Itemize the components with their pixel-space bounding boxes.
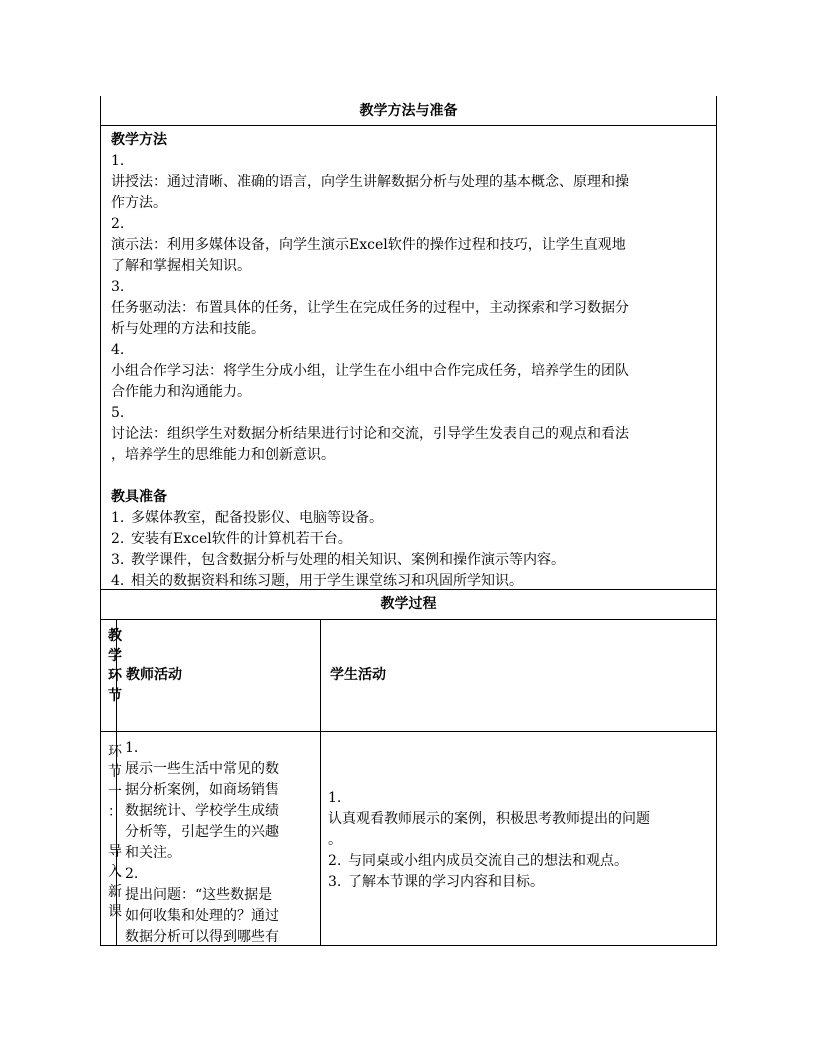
method-text-line: 了解和掌握相关知识。 <box>111 258 251 274</box>
method-number: 4. <box>111 342 125 358</box>
tool-item <box>111 550 711 571</box>
stage-header-char: 节 <box>108 688 122 704</box>
student-line: 认真观看教师展示的案例，积极思考教师提出的问题 <box>328 811 650 827</box>
stage-header-char: 教 <box>108 628 122 644</box>
teacher-line: 分析等，引起学生的兴趣 <box>125 824 279 840</box>
tool-text: 相关的数据资料和练习题，用于学生课堂练习和巩固所学知识。 <box>131 573 523 589</box>
stage-cell-char: 入 <box>108 864 122 880</box>
divider <box>101 619 716 620</box>
tool-number: 1. <box>111 510 125 526</box>
method-text-line: 作方法。 <box>111 195 167 211</box>
student-item-number: 3. <box>328 874 342 890</box>
stage-column-header <box>108 626 122 706</box>
stage-header-char: 学 <box>108 648 122 664</box>
teacher-activity-text <box>125 738 305 945</box>
tool-number: 3. <box>111 552 125 568</box>
methods-heading: 教学方法 <box>111 132 167 148</box>
divider <box>101 731 716 732</box>
teacher-line: 据分析案例，如商场销售 <box>125 782 279 798</box>
method-number: 3. <box>111 279 125 295</box>
divider <box>101 125 716 126</box>
stage-cell-char <box>108 822 116 842</box>
teacher-line: 2. <box>125 866 139 882</box>
method-number: 2. <box>111 216 125 232</box>
method-number: 1. <box>111 153 125 169</box>
stage-column-cell <box>108 742 122 922</box>
stage-cell-char: 节 <box>108 764 122 780</box>
method-text-line: 讨论法：组织学生对数据分析结果进行讨论和交流，引导学生发表自己的观点和看法 <box>111 426 629 442</box>
method-text-line: ，培养学生的思维能力和创新意识。 <box>111 447 335 463</box>
tool-item <box>111 529 711 550</box>
method-number: 5. <box>111 405 125 421</box>
stage-cell-char: 导 <box>108 844 122 860</box>
student-item <box>328 851 708 872</box>
teacher-line: 和关注。 <box>125 845 181 861</box>
student-activity-text <box>328 788 708 893</box>
tool-text: 多媒体教室，配备投影仪、电脑等设备。 <box>131 510 383 526</box>
student-item-text: 与同桌或小组内成员交流自己的想法和观点。 <box>348 853 628 869</box>
methods-list <box>111 151 711 466</box>
method-text-line: 析与处理的方法和技能。 <box>111 321 265 337</box>
student-item <box>328 872 708 893</box>
teacher-line: 数据统计、学校学生成绩 <box>125 803 279 819</box>
col-divider <box>320 619 321 946</box>
stage-cell-char: 环 <box>108 744 122 760</box>
student-item-1 <box>328 809 708 851</box>
stage-cell-char: 一 <box>108 784 122 800</box>
tool-number: 2. <box>111 531 125 547</box>
section-title-process: 教学过程 <box>380 596 437 612</box>
teacher-activity-header: 教师活动 <box>126 667 182 683</box>
method-text-line: 小组合作学习法：将学生分成小组，让学生在小组中合作完成任务，培养学生的团队 <box>111 363 629 379</box>
teacher-line: 如何收集和处理的？通过 <box>125 908 279 924</box>
tool-text: 教学课件，包含数据分析与处理的相关知识、案例和操作演示等内容。 <box>131 552 565 568</box>
methods-block <box>111 130 711 592</box>
tool-number: 4. <box>111 573 125 589</box>
teacher-line: 1. <box>125 740 139 756</box>
method-text-line: 讲授法：通过清晰、准确的语言，向学生讲解数据分析与处理的基本概念、原理和操 <box>111 174 629 190</box>
stage-cell-char: ： <box>108 804 122 820</box>
tool-item <box>111 508 711 529</box>
stage-cell-char: 新 <box>108 884 122 900</box>
stage-cell-char: 课 <box>108 904 122 920</box>
tools-list <box>111 508 711 592</box>
teacher-line: 数据分析可以得到哪些有 <box>125 929 279 945</box>
student-line: 。 <box>328 832 342 848</box>
tools-heading: 教具准备 <box>111 489 167 505</box>
tool-text: 安装有Excel软件的计算机若干台。 <box>131 531 352 547</box>
divider <box>101 589 716 590</box>
student-item-text: 了解本节课的学习内容和目标。 <box>348 874 544 890</box>
student-item-num: 1. <box>328 790 342 806</box>
method-text-line: 演示法：利用多媒体设备，向学生演示Excel软件的操作过程和技巧，让学生直观地 <box>111 237 626 253</box>
student-item-number: 2. <box>328 853 342 869</box>
student-activity-header: 学生活动 <box>330 667 386 683</box>
stage-header-char: 环 <box>108 668 122 684</box>
section-title-methods: 教学方法与准备 <box>359 103 458 119</box>
teacher-line: 展示一些生活中常见的数 <box>125 761 279 777</box>
method-text-line: 合作能力和沟通能力。 <box>111 384 251 400</box>
teacher-line: 提出问题：“这些数据是 <box>125 887 273 903</box>
method-text-line: 任务驱动法：布置具体的任务，让学生在完成任务的过程中，主动探索和学习数据分 <box>111 300 629 316</box>
student-list <box>328 851 708 893</box>
